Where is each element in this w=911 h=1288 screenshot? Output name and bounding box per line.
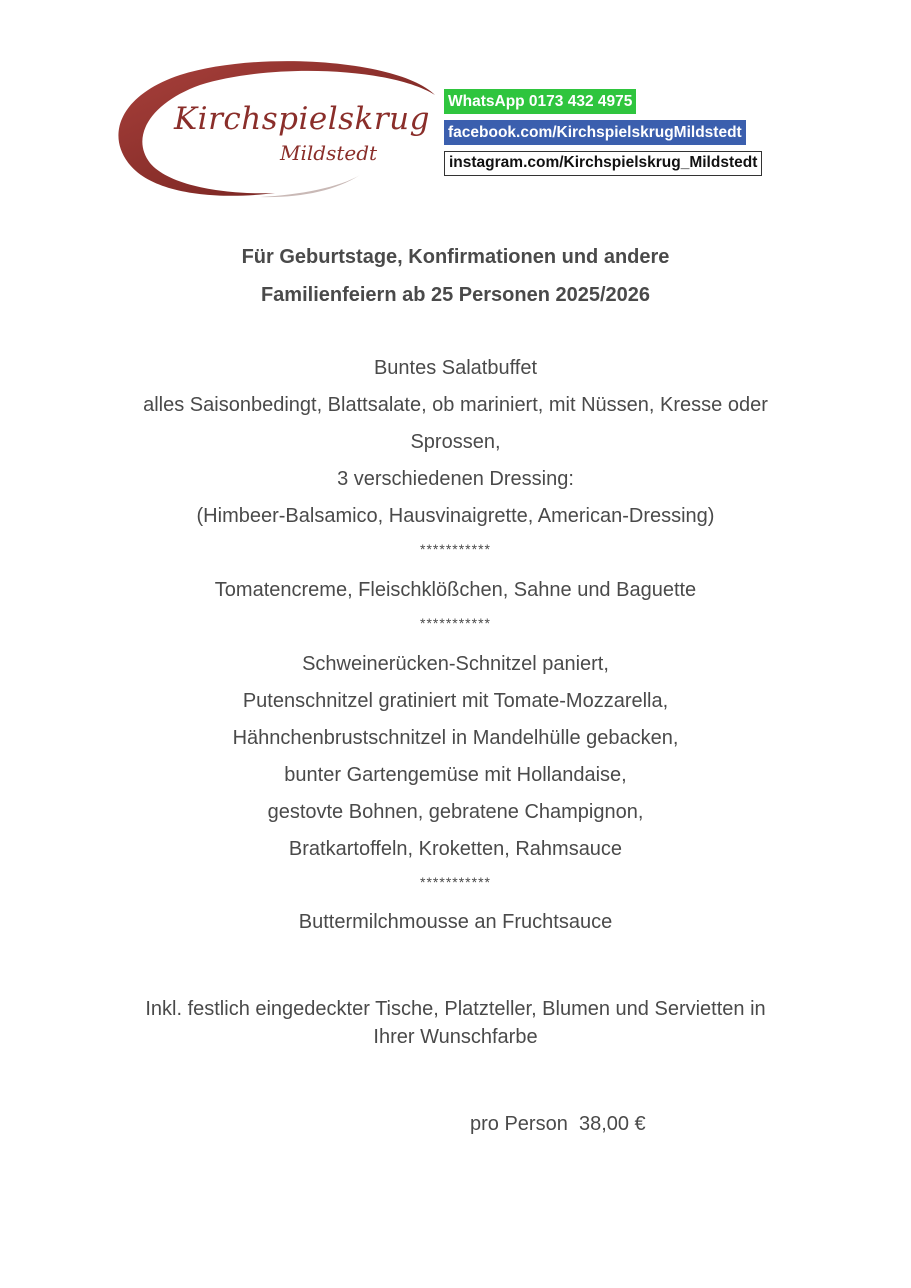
salad-dressing-list: (Himbeer-Balsamico, Hausvinaigrette, American-Dressing) bbox=[196, 505, 715, 527]
facebook-badge[interactable]: facebook.com/KirchspielskrugMildstedt bbox=[444, 120, 746, 145]
main-course-item: Bratkartoffeln, Kroketten, Rahmsauce bbox=[288, 838, 623, 860]
inclusive-line-1: Inkl. festlich eingedeckter Tische, Platzteller, Blumen und Servietten in bbox=[145, 998, 766, 1020]
restaurant-logo bbox=[110, 55, 440, 203]
instagram-badge[interactable]: instagram.com/Kirchspielskrug_Mildstedt bbox=[444, 151, 762, 176]
separator: *********** bbox=[420, 615, 491, 631]
salad-title: Buntes Salatbuffet bbox=[373, 357, 538, 379]
dessert-course: Buttermilchmousse an Fruchtsauce bbox=[298, 911, 613, 933]
title-line-2: Familienfeiern ab 25 Personen 2025/2026 bbox=[260, 284, 651, 306]
separator: *********** bbox=[420, 541, 491, 557]
main-course-item: Hähnchenbrustschnitzel in Mandelhülle gebacken, bbox=[232, 727, 679, 749]
main-course-item: gestovte Bohnen, gebratene Champignon, bbox=[267, 801, 644, 823]
separator: *********** bbox=[420, 874, 491, 890]
soup-course: Tomatencreme, Fleischklößchen, Sahne und Baguette bbox=[214, 579, 697, 601]
price-per-person: pro Person 38,00 € bbox=[470, 1113, 646, 1135]
inclusive-line-2: Ihrer Wunschfarbe bbox=[373, 1026, 538, 1048]
salad-dressing: 3 verschiedenen Dressing: bbox=[337, 468, 574, 490]
main-course-item: Putenschnitzel gratiniert mit Tomate-Mozzarella, bbox=[242, 690, 669, 712]
logo-wordmark: Kirchspielskrug bbox=[174, 101, 430, 137]
salad-desc-1: alles Saisonbedingt, Blattsalate, ob mariniert, mit Nüssen, Kresse oder bbox=[143, 394, 768, 416]
main-course-item: bunter Gartengemüse mit Hollandaise, bbox=[284, 764, 627, 786]
salad-desc-2: Sprossen, bbox=[410, 431, 501, 453]
main-course-item: Schweinerücken-Schnitzel paniert, bbox=[302, 653, 609, 675]
logo-subtitle: Mildstedt bbox=[280, 141, 378, 165]
whatsapp-badge[interactable]: WhatsApp 0173 432 4975 bbox=[444, 89, 636, 114]
title-line-1: Für Geburtstage, Konfirmationen und andere bbox=[241, 246, 670, 268]
